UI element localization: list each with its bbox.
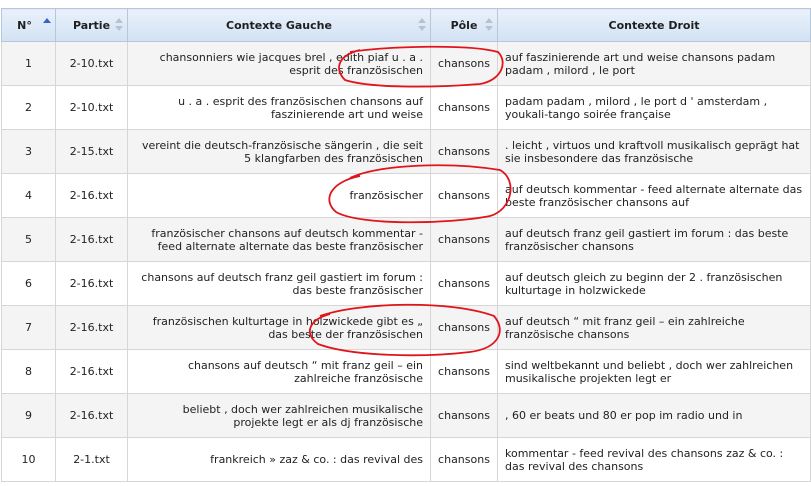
cell-contexte-droit: sind weltbekannt und beliebt , doch wer zahlreichen musikalische projekten legt er — [498, 350, 811, 394]
cell-pole: chansons — [431, 42, 498, 86]
cell-contexte-droit: auf faszinierende art und weise chansons padam padam , milord , le port — [498, 42, 811, 86]
cell-contexte-gauche: französischer chansons auf deutsch kommentar - feed alternate alternate das beste französischer — [128, 218, 431, 262]
cell-pole: chansons — [431, 350, 498, 394]
cell-pole: chansons — [431, 130, 498, 174]
cell-contexte-gauche: frankreich » zaz & co. : das revival des — [128, 438, 431, 482]
table-row[interactable] — [2, 394, 811, 438]
cell-partie: 2-16.txt — [56, 306, 128, 350]
cell-num: 9 — [2, 394, 56, 438]
cell-partie: 2-16.txt — [56, 174, 128, 218]
cell-contexte-droit: , 60 er beats und 80 er pop im radio und in — [498, 394, 811, 438]
table-row[interactable] — [2, 306, 811, 350]
column-header-partie[interactable] — [56, 9, 128, 42]
table-row[interactable] — [2, 86, 811, 130]
cell-num: 7 — [2, 306, 56, 350]
table-row[interactable] — [2, 130, 811, 174]
cell-contexte-gauche: französischen kulturtage in holzwickede gibt es „ das beste der französischen — [128, 306, 431, 350]
concordance-table — [1, 8, 811, 482]
table-row[interactable] — [2, 218, 811, 262]
table-row[interactable] — [2, 42, 811, 86]
cell-contexte-droit: . leicht , virtuos und kraftvoll musikalisch geprägt hat sie insbesondere das französische — [498, 130, 811, 174]
cell-contexte-droit: auf deutsch kommentar - feed alternate alternate das beste französischer chansons auf — [498, 174, 811, 218]
column-header-pole[interactable] — [431, 9, 498, 42]
cell-num: 6 — [2, 262, 56, 306]
cell-contexte-gauche: chansonniers wie jacques brel , edith piaf u . a . esprit des französischen — [128, 42, 431, 86]
cell-pole: chansons — [431, 394, 498, 438]
cell-contexte-gauche: französischer — [128, 174, 431, 218]
cell-contexte-droit: kommentar - feed revival des chansons zaz & co. : das revival des chansons — [498, 438, 811, 482]
cell-contexte-gauche: vereint die deutsch-französische sängerin , die seit 5 klangfarben des französischen — [128, 130, 431, 174]
column-header-contexte-droit[interactable] — [498, 9, 811, 42]
cell-contexte-gauche: beliebt , doch wer zahlreichen musikalische projekte legt er als dj französische — [128, 394, 431, 438]
sort-icon — [418, 18, 425, 32]
cell-contexte-gauche: chansons auf deutsch “ mit franz geil – ein zahlreiche französische — [128, 350, 431, 394]
column-header-contexte-gauche-label: Contexte Gauche — [226, 18, 332, 32]
cell-contexte-gauche: chansons auf deutsch franz geil gastiert im forum : das beste französischer — [128, 262, 431, 306]
cell-partie: 2-10.txt — [56, 86, 128, 130]
sort-ascending-icon — [43, 18, 50, 32]
column-header-contexte-droit-label: Contexte Droit — [608, 18, 700, 32]
cell-pole: chansons — [431, 306, 498, 350]
cell-num: 4 — [2, 174, 56, 218]
sort-icon — [115, 18, 122, 32]
cell-num: 2 — [2, 86, 56, 130]
cell-partie: 2-16.txt — [56, 350, 128, 394]
cell-partie: 2-16.txt — [56, 218, 128, 262]
cell-contexte-droit: auf deutsch “ mit franz geil – ein zahlreiche französische chansons — [498, 306, 811, 350]
cell-pole: chansons — [431, 262, 498, 306]
column-header-pole-label: Pôle — [450, 18, 478, 32]
table-row[interactable] — [2, 350, 811, 394]
cell-partie: 2-15.txt — [56, 130, 128, 174]
cell-partie: 2-16.txt — [56, 262, 128, 306]
column-header-partie-label: Partie — [72, 18, 111, 32]
cell-pole: chansons — [431, 174, 498, 218]
table-row[interactable] — [2, 262, 811, 306]
cell-contexte-droit: auf deutsch gleich zu beginn der 2 . französischen kulturtage in holzwickede — [498, 262, 811, 306]
cell-contexte-droit: padam padam , milord , le port d ' amsterdam , youkali-tango soirée française — [498, 86, 811, 130]
cell-pole: chansons — [431, 86, 498, 130]
cell-num: 3 — [2, 130, 56, 174]
table-row[interactable] — [2, 174, 811, 218]
column-header-num-label: N° — [17, 18, 32, 32]
sort-icon — [485, 18, 492, 32]
cell-num: 5 — [2, 218, 56, 262]
cell-num: 10 — [2, 438, 56, 482]
cell-num: 1 — [2, 42, 56, 86]
column-header-contexte-gauche[interactable] — [128, 9, 431, 42]
column-header-num[interactable] — [2, 9, 56, 42]
cell-partie: 2-1.txt — [56, 438, 128, 482]
cell-partie: 2-16.txt — [56, 394, 128, 438]
cell-pole: chansons — [431, 218, 498, 262]
cell-partie: 2-10.txt — [56, 42, 128, 86]
header-row — [2, 9, 811, 42]
cell-contexte-droit: auf deutsch franz geil gastiert im forum : das beste französischer chansons — [498, 218, 811, 262]
cell-pole: chansons — [431, 438, 498, 482]
table-row[interactable] — [2, 438, 811, 482]
cell-contexte-gauche: u . a . esprit des französischen chansons auf faszinierende art und weise — [128, 86, 431, 130]
cell-num: 8 — [2, 350, 56, 394]
